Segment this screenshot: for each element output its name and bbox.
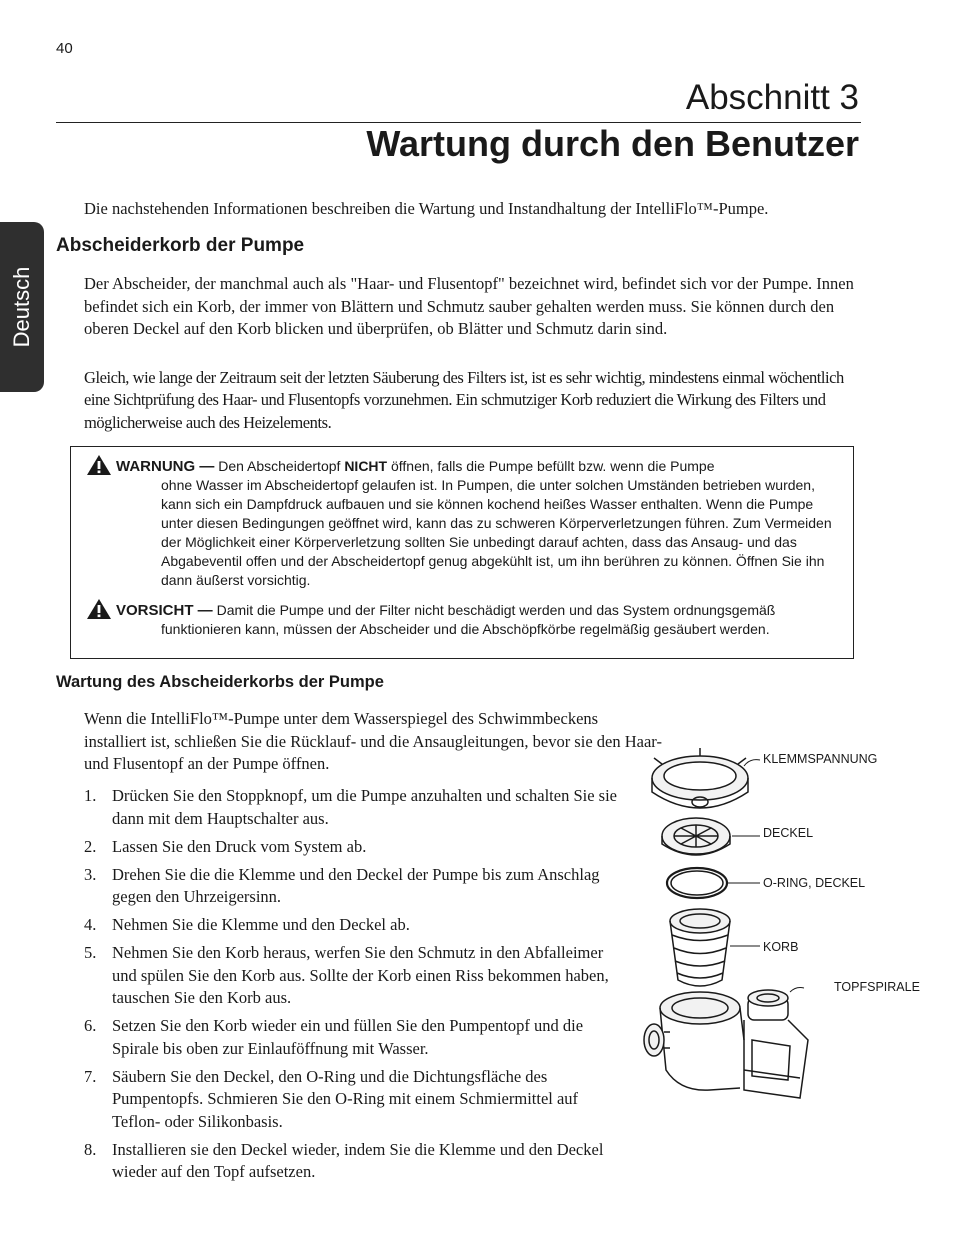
step-number: 4. <box>84 915 97 934</box>
step-number: 5. <box>84 943 97 962</box>
step-text: Setzen Sie den Korb wieder ein und füllen Sie den Pumpentopf und die Spirale bis oben zur Einlauföffnung mit Wasser. <box>112 1016 584 1058</box>
lid-part <box>662 818 730 855</box>
subsection-heading: Wartung des Abscheiderkorbs der Pumpe <box>56 673 384 691</box>
step-text: Nehmen Sie den Korb heraus, werfen Sie den Schmutz in den Abfalleimer und spülen Sie den Korb aus. Sollte der Korb einen Riss bekommen haben, tauschen Sie den Korb aus. <box>112 943 609 1007</box>
warning-body: ohne Wasser im Abscheidertopf gelaufen ist. In Pumpen, die unter solchen Umständen betrieben wurden, kann sich ein Dampfdruck aufbauen und sie können kochend heißes Wasser enthalten. Wenn die Pumpe unter diesen Bedingungen geöffnet wird, kann das zu schweren Körperverletzungen führen. Zum Vermeiden der Möglichkeit einer Körperverletzung sollten Sie unbedingt darauf achten, dass das Ansaug- und das Abgabeventil offen und der Abscheidertopf genug abgekühlt ist, um ihn berühren zu können. Öffnen Sie ihn dann äußerst vorsichtig. <box>161 477 832 588</box>
o-ring-inner <box>671 871 723 895</box>
step-list <box>84 785 624 1189</box>
basket-part <box>670 909 730 986</box>
section-label: Abschnitt 3 <box>685 78 859 117</box>
warning-text: öffnen, falls die Pumpe befüllt bzw. wenn die Pumpe <box>390 458 715 474</box>
warning-emphasis: NICHT <box>344 458 388 474</box>
step-item <box>84 1139 624 1184</box>
page-number: 40 <box>56 40 73 57</box>
o-ring-part <box>667 868 727 898</box>
step-item <box>84 785 624 830</box>
paragraph: Wenn die IntelliFlo™-Pumpe unter dem Wasserspiegel des Schwimmbeckens installiert ist, schließen Sie die Rücklauf- und die Ansaugleitungen, bevor sie den Haar- und Flusentopf an der Pumpe öffnen. <box>84 709 662 773</box>
clamp-ring-part <box>652 748 748 808</box>
pump-diagram-drawing <box>640 740 940 1110</box>
step-number: 6. <box>84 1016 97 1035</box>
paragraph: Der Abscheider, der manchmal auch als "Haar- und Flusentopf" bezeichnet wird, befindet sich vor der Pumpe. Innen befindet sich ein Korb, der immer von Blättern und Schmutz sauber gehalten werden muss. Sie können durch den oberen Deckel auf den Korb blicken und überprüfen, ob Blätter und Schmutz darin sind. <box>84 274 854 338</box>
step-item <box>84 864 624 909</box>
step-text: Nehmen Sie die Klemme und den Deckel ab. <box>112 915 410 934</box>
step-text: Installieren sie den Deckel wieder, indem Sie die Klemme und den Deckel wieder auf den Topf aufsetzen. <box>112 1139 604 1181</box>
caution-notice <box>86 598 846 639</box>
step-item <box>84 1015 624 1060</box>
warning-text: Den Abscheidertopf <box>218 458 341 474</box>
label-basket: KORB <box>763 940 799 954</box>
section-heading: Abscheiderkorb der Pumpe <box>56 235 305 256</box>
step-number: 7. <box>84 1066 97 1086</box>
paragraph: Gleich, wie lange der Zeitraum seit der letzten Säuberung des Filters ist, ist es sehr wichtig, mindestens einmal wöchentlich eine Sichtprüfung des Haar- und Flusentopfs vorzunehmen. Ein schmutziger Korb reduziert die Wirkung des Filters und möglicherweise auch des Heizelements. <box>84 368 844 432</box>
warning-keyword: WARNUNG — <box>116 458 215 475</box>
step-text: Lassen Sie den Druck vom System ab. <box>112 836 367 856</box>
caution-body: funktionieren kann, müssen der Abscheider und die Abschöpfkörbe regelmäßig gesäubert werden. <box>161 621 770 637</box>
page-title: Wartung durch den Benutzer <box>366 123 859 164</box>
step-text: Drücken Sie den Stoppknopf, um die Pumpe anzuhalten und schalten Sie sie dann mit dem Hauptschalter aus. <box>112 786 617 828</box>
language-tab <box>0 222 44 392</box>
volute-part <box>644 990 808 1098</box>
caution-text: Damit die Pumpe und der Filter nicht beschädigt werden und das System ordnungsgemäß <box>216 602 776 618</box>
label-oring: O-RING, DECKEL <box>763 876 866 890</box>
step-number: 3. <box>84 864 97 884</box>
step-item <box>84 942 624 1010</box>
step-item <box>84 836 624 859</box>
caution-keyword: VORSICHT — <box>116 602 213 619</box>
intro-paragraph: Die nachstehenden Informationen beschreiben die Wartung und Instandhaltung der IntelliFlo™-Pumpe. <box>84 199 769 218</box>
step-number: 8. <box>84 1139 97 1159</box>
step-number: 1. <box>84 786 97 805</box>
label-lid: DECKEL <box>763 826 814 840</box>
warning-box <box>70 446 854 659</box>
label-clamp: KLEMMSPANNUNG <box>763 752 878 766</box>
step-text: Drehen Sie die die Klemme und den Deckel der Pumpe bis zum Anschlag gegen den Uhrzeigersinn. <box>112 864 600 906</box>
caution-icon <box>86 598 112 620</box>
warning-notice <box>86 454 846 590</box>
step-item <box>84 914 624 937</box>
step-item <box>84 1066 624 1134</box>
language-tab-label: Deutsch <box>9 266 34 348</box>
step-text: Säubern Sie den Deckel, den O-Ring und die Dichtungsfläche des Pumpentopfs. Schmieren Sie den O-Ring mit einem Schmiermittel auf Teflon- oder Silikonbasis. <box>112 1066 579 1131</box>
pump-exploded-diagram <box>640 740 940 1110</box>
label-volute: TOPFSPIRALE <box>834 980 920 994</box>
step-number: 2. <box>84 836 97 856</box>
warning-icon <box>86 454 112 476</box>
